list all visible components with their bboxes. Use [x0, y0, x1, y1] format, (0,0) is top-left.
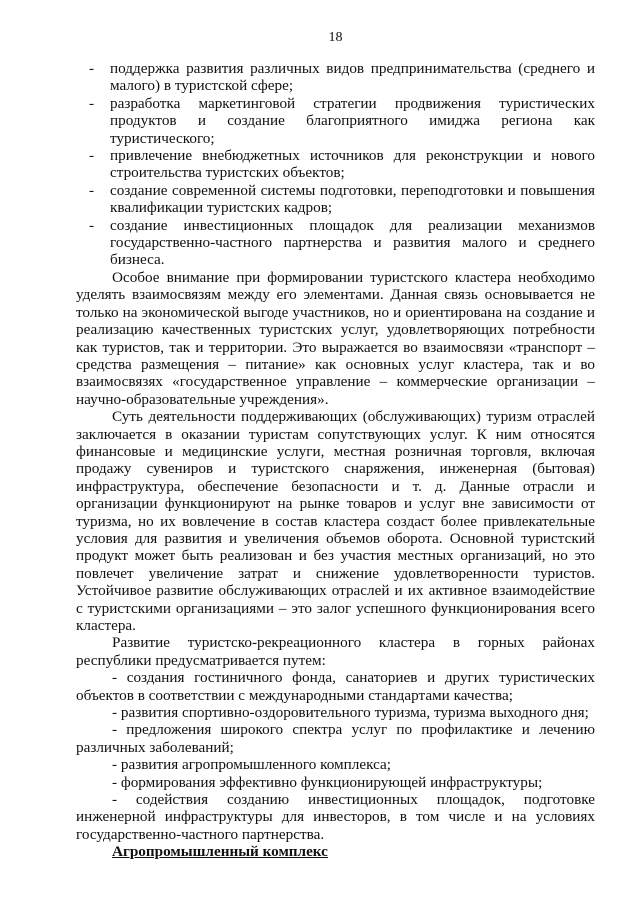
list-item-text: создание инвестиционных площадок для реализации механизмов государственно-частного партнерства и развития малого и среднего бизнеса. — [110, 216, 595, 269]
paragraph-supporting-industries: Суть деятельности поддерживающих (обслуживающих) туризм отраслей заключается в оказании туристам сопутствующих услуг. К ним относятся финансовые и медицинские услуги, местная розничная торговля, включая продажу сувениров и туристского снаряжения, инженерная (бытовая) инфраструктура, обеспечение безопасности и т. д. Данные отрасли и организации функционируют на рынке товаров и услуг вне зависимости от туризма, но их вовлечение в состав кластера создаст более привлекательные условия для развития и увеличения объемов оборота. Основной туристский продукт может быть реализован и без участия местных организаций, но это повлечет увеличение затрат и снижение удовлетворенности туристов. Устойчивое развитие обслуживающих отраслей и их активное взаимодействие с туристскими организациями – это залог успешного функционирования всего кластера. — [76, 408, 595, 634]
list-item — [76, 147, 595, 182]
development-item: - создания гостиничного фонда, санаториев и других туристических объектов в соответствии с международными стандартами качества; — [76, 669, 595, 704]
list-item — [76, 182, 595, 217]
list-item-text: разработка маркетинговой стратегии продвижения туристических продуктов и создание благоприятного имиджа региона как туристического; — [110, 94, 595, 147]
page-number: 18 — [328, 30, 343, 45]
list-item — [76, 217, 595, 269]
bullet-list — [76, 60, 595, 269]
paragraph-cluster-interrelations: Особое внимание при формировании туристского кластера необходимо уделять взаимосвязям между его элементами. Данная связь основывается не только на экономической выгоде участников, но и ориентирована на создание и реализацию качественных туристских услуг, удовлетворяющих потребности как туристов, так и территории. Это выражается во взаимосвязи «транспорт – средства размещения – питание» как основных услуг кластера, так и во взаимосвязях «государственное управление – коммерческие организации – научно-образовательные учреждения». — [76, 268, 595, 408]
development-item: - развития агропромышленного комплекса; — [112, 756, 391, 774]
list-item-text: создание современной системы подготовки, переподготовки и повышения квалификации туристских кадров; — [110, 181, 595, 217]
list-dash: - — [89, 216, 95, 234]
list-item — [76, 95, 595, 147]
development-item: - развития спортивно-оздоровительного туризма, туризма выходного дня; — [112, 704, 589, 722]
list-item-text: поддержка развития различных видов предпринимательства (среднего и малого) в туристской сфере; — [110, 60, 595, 95]
list-dash: - — [89, 181, 95, 199]
paragraph-development-intro: Развитие туристско-рекреационного кластера в горных районах республики предусматривается путем: — [76, 634, 595, 669]
list-item-text: привлечение внебюджетных источников для реконструкции и нового строительства туристских объектов; — [110, 147, 595, 182]
list-dash: - — [89, 60, 95, 77]
development-item: - предложения широкого спектра услуг по профилактике и лечению различных заболеваний; — [76, 721, 595, 756]
development-item: - формирования эффективно функционирующей инфраструктуры; — [112, 773, 543, 791]
section-heading: Агропромышленный комплекс — [112, 843, 328, 861]
list-item — [76, 60, 595, 95]
development-item: - содействия созданию инвестиционных площадок, подготовке инженерной инфраструктуры для инвесторов, в том числе и на условиях государственно-частного партнерства. — [76, 791, 595, 843]
list-dash: - — [89, 94, 95, 112]
document-page — [76, 30, 595, 861]
list-dash: - — [89, 147, 95, 165]
